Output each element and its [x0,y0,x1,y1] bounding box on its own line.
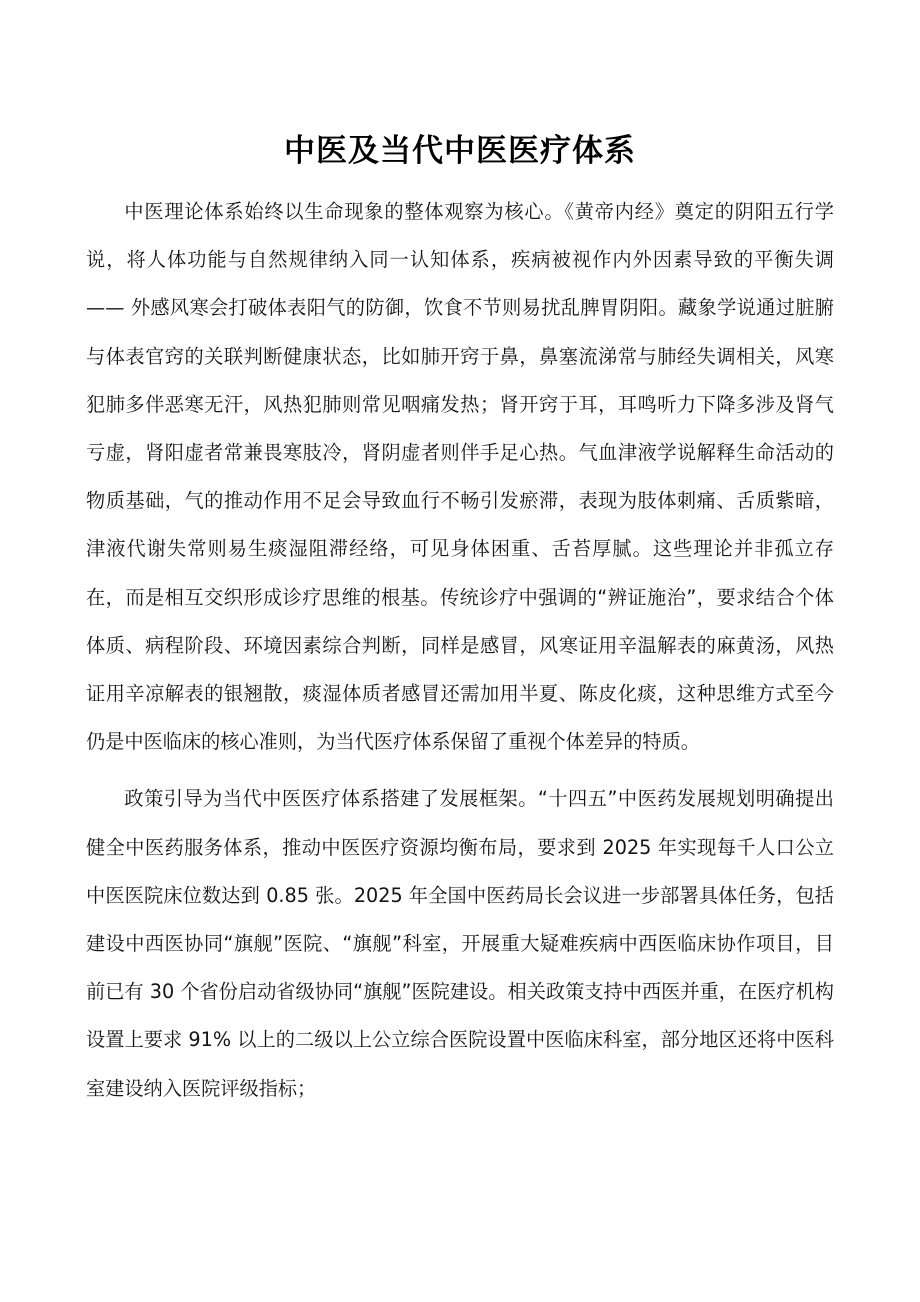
document-title: 中医及当代中医医疗体系 [284,133,636,169]
paragraph-policy: 政策引导为当代中医医疗体系搭建了发展框架。“十四五”中医药发展规划明确提出健全中医药服务体系，推动中医医疗资源均衡布局，要求到 2025 年实现每千人口公立中医医院床位数达到 0.85 张。2025 年全国中医药局长会议进一步部署具体任务，包括建设中西医协同“旗舰”医院、“旗舰”科室，开展重大疑难疾病中西医临床协作项目，目前已有 30 个省份启动省级协同“旗舰”医院建设。相关政策支持中西医并重，在医疗机构设置上要求 91% 以上的二级以上公立综合医院设置中医临床科室，部分地区还将中医科室建设纳入医院评级指标； [86,787,834,1100]
paragraph-tcm-theory: 中医理论体系始终以生命现象的整体观察为核心。《黄帝内经》奠定的阴阳五行学说，将人体功能与自然规律纳入同一认知体系，疾病被视作内外因素导致的平衡失调 —— 外感风寒会打破体表阳气的防御，饮食不节则易扰乱脾胃阴阳。藏象学说通过脏腑与体表官窍的关联判断健康状态，比如肺开窍于鼻，鼻塞流涕常与肺经失调相关，风寒犯肺多伴恶寒无汗，风热犯肺则常见咽痛发热；肾开窍于耳，耳鸣听力下降多涉及肾气亏虚，肾阳虚者常兼畏寒肢冷，肾阴虚者则伴手足心热。气血津液学说解释生命活动的物质基础，气的推动作用不足会导致血行不畅引发瘀滞，表现为肢体刺痛、舌质紫暗，津液代谢失常则易生痰湿阻滞经络，可见身体困重、舌苔厚腻。这些理论并非孤立存在，而是相互交织形成诊疗思维的根基。传统诊疗中强调的“辨证施治”，要求结合个体体质、病程阶段、环境因素综合判断，同样是感冒，风寒证用辛温解表的麻黄汤，风热证用辛凉解表的银翘散，痰湿体质者感冒还需加用半夏、陈皮化痰，这种思维方式至今仍是中医临床的核心准则，为当代医疗体系保留了重视个体差异的特质。 [86,200,834,754]
